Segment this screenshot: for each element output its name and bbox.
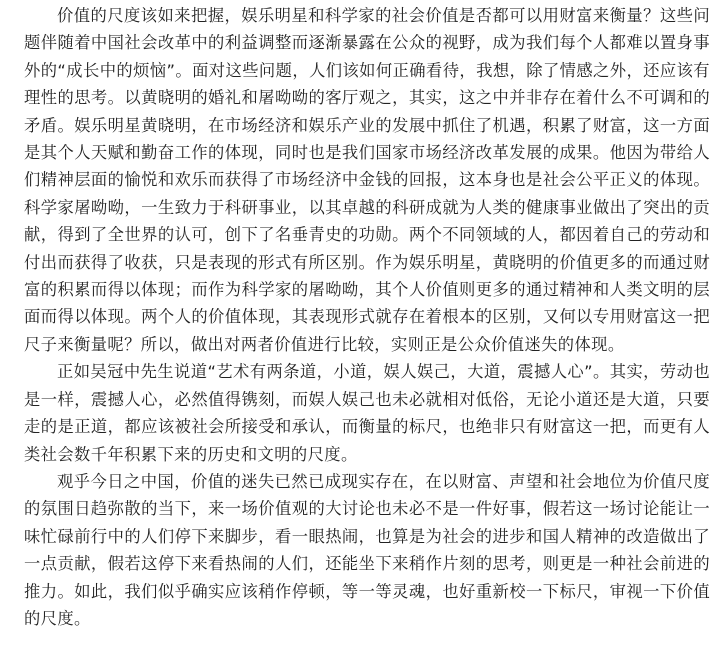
- paragraph-1: 价值的尺度该如来把握，娱乐明星和科学家的社会价值是否都可以用财富来衡量？这些问题伴随着中国社会改革中的利益调整而逐渐暴露在公众的视野，成为我们每个人都难以置身事外的“成长中的烦恼”。面对这些问题，人们该如何正确看待，我想，除了情感之外，还应该有理性的思考。以黄晓明的婚礼和屠呦呦的客厅观之，其实，这之中并非存在着什么不可调和的矛盾。娱乐明星黄晓明，在市场经济和娱乐产业的发展中抓住了机遇，积累了财富，这一方面是其个人天赋和勤奋工作的体现，同时也是我们国家市场经济改革发展的成果。他因为带给人们精神层面的愉悦和欢乐而获得了市场经济中金钱的回报，这本身也是社会公平正义的体现。科学家屠呦呦，一生致力于科研事业，以其卓越的科研成就为人类的健康事业做出了突出的贡献，得到了全世界的认可，创下了名垂青史的功勋。两个不同领域的人，都因着自己的劳动和付出而获得了收获，只是表现的形式有所区别。作为娱乐明星，黄晓明的价值更多的而通过财富的积累而得以体现；而作为科学家的屠呦呦，其个人价值则更多的通过精神和人类文明的层面而得以体现。两个人的价值体现，其表现形式就存在着根本的区别，又何以专用财富这一把尺子来衡量呢？所以，做出对两者价值进行比较，实则正是公众价值迷失的体现。: [24, 6, 710, 354]
- paragraph-2: 正如吴冠中先生说道“艺术有两条道，小道，娱人娱己，大道，震撼人心”。其实，劳动也是一样，震撼人心，必然值得镌刻，而娱人娱己也未必就相对低俗，无论小道还是大道，只要走的是正道，都应该被社会所接受和承认，而衡量的标尺，也绝非只有财富这一把，而更有人类社会数千年积累下来的历史和文明的尺度。: [24, 362, 710, 464]
- paragraph-3: 观乎今日之中国，价值的迷失已然已成现实存在，在以财富、声望和社会地位为价值尺度的氛围日趋弥散的当下，来一场价值观的大讨论也未必不是一件好事，假若这一场讨论能让一味忙碌前行中的人们停下来脚步，看一眼热闹，也算是为社会的进步和国人精神的改造做出了一点贡献，假若这停下来看热闹的人们，还能坐下来稍作片刻的思考，则更是一种社会前进的推力。如此，我们似乎确实应该稍作停顿，等一等灵魂，也好重新校一下标尺，审视一下价值的尺度。: [24, 471, 710, 628]
